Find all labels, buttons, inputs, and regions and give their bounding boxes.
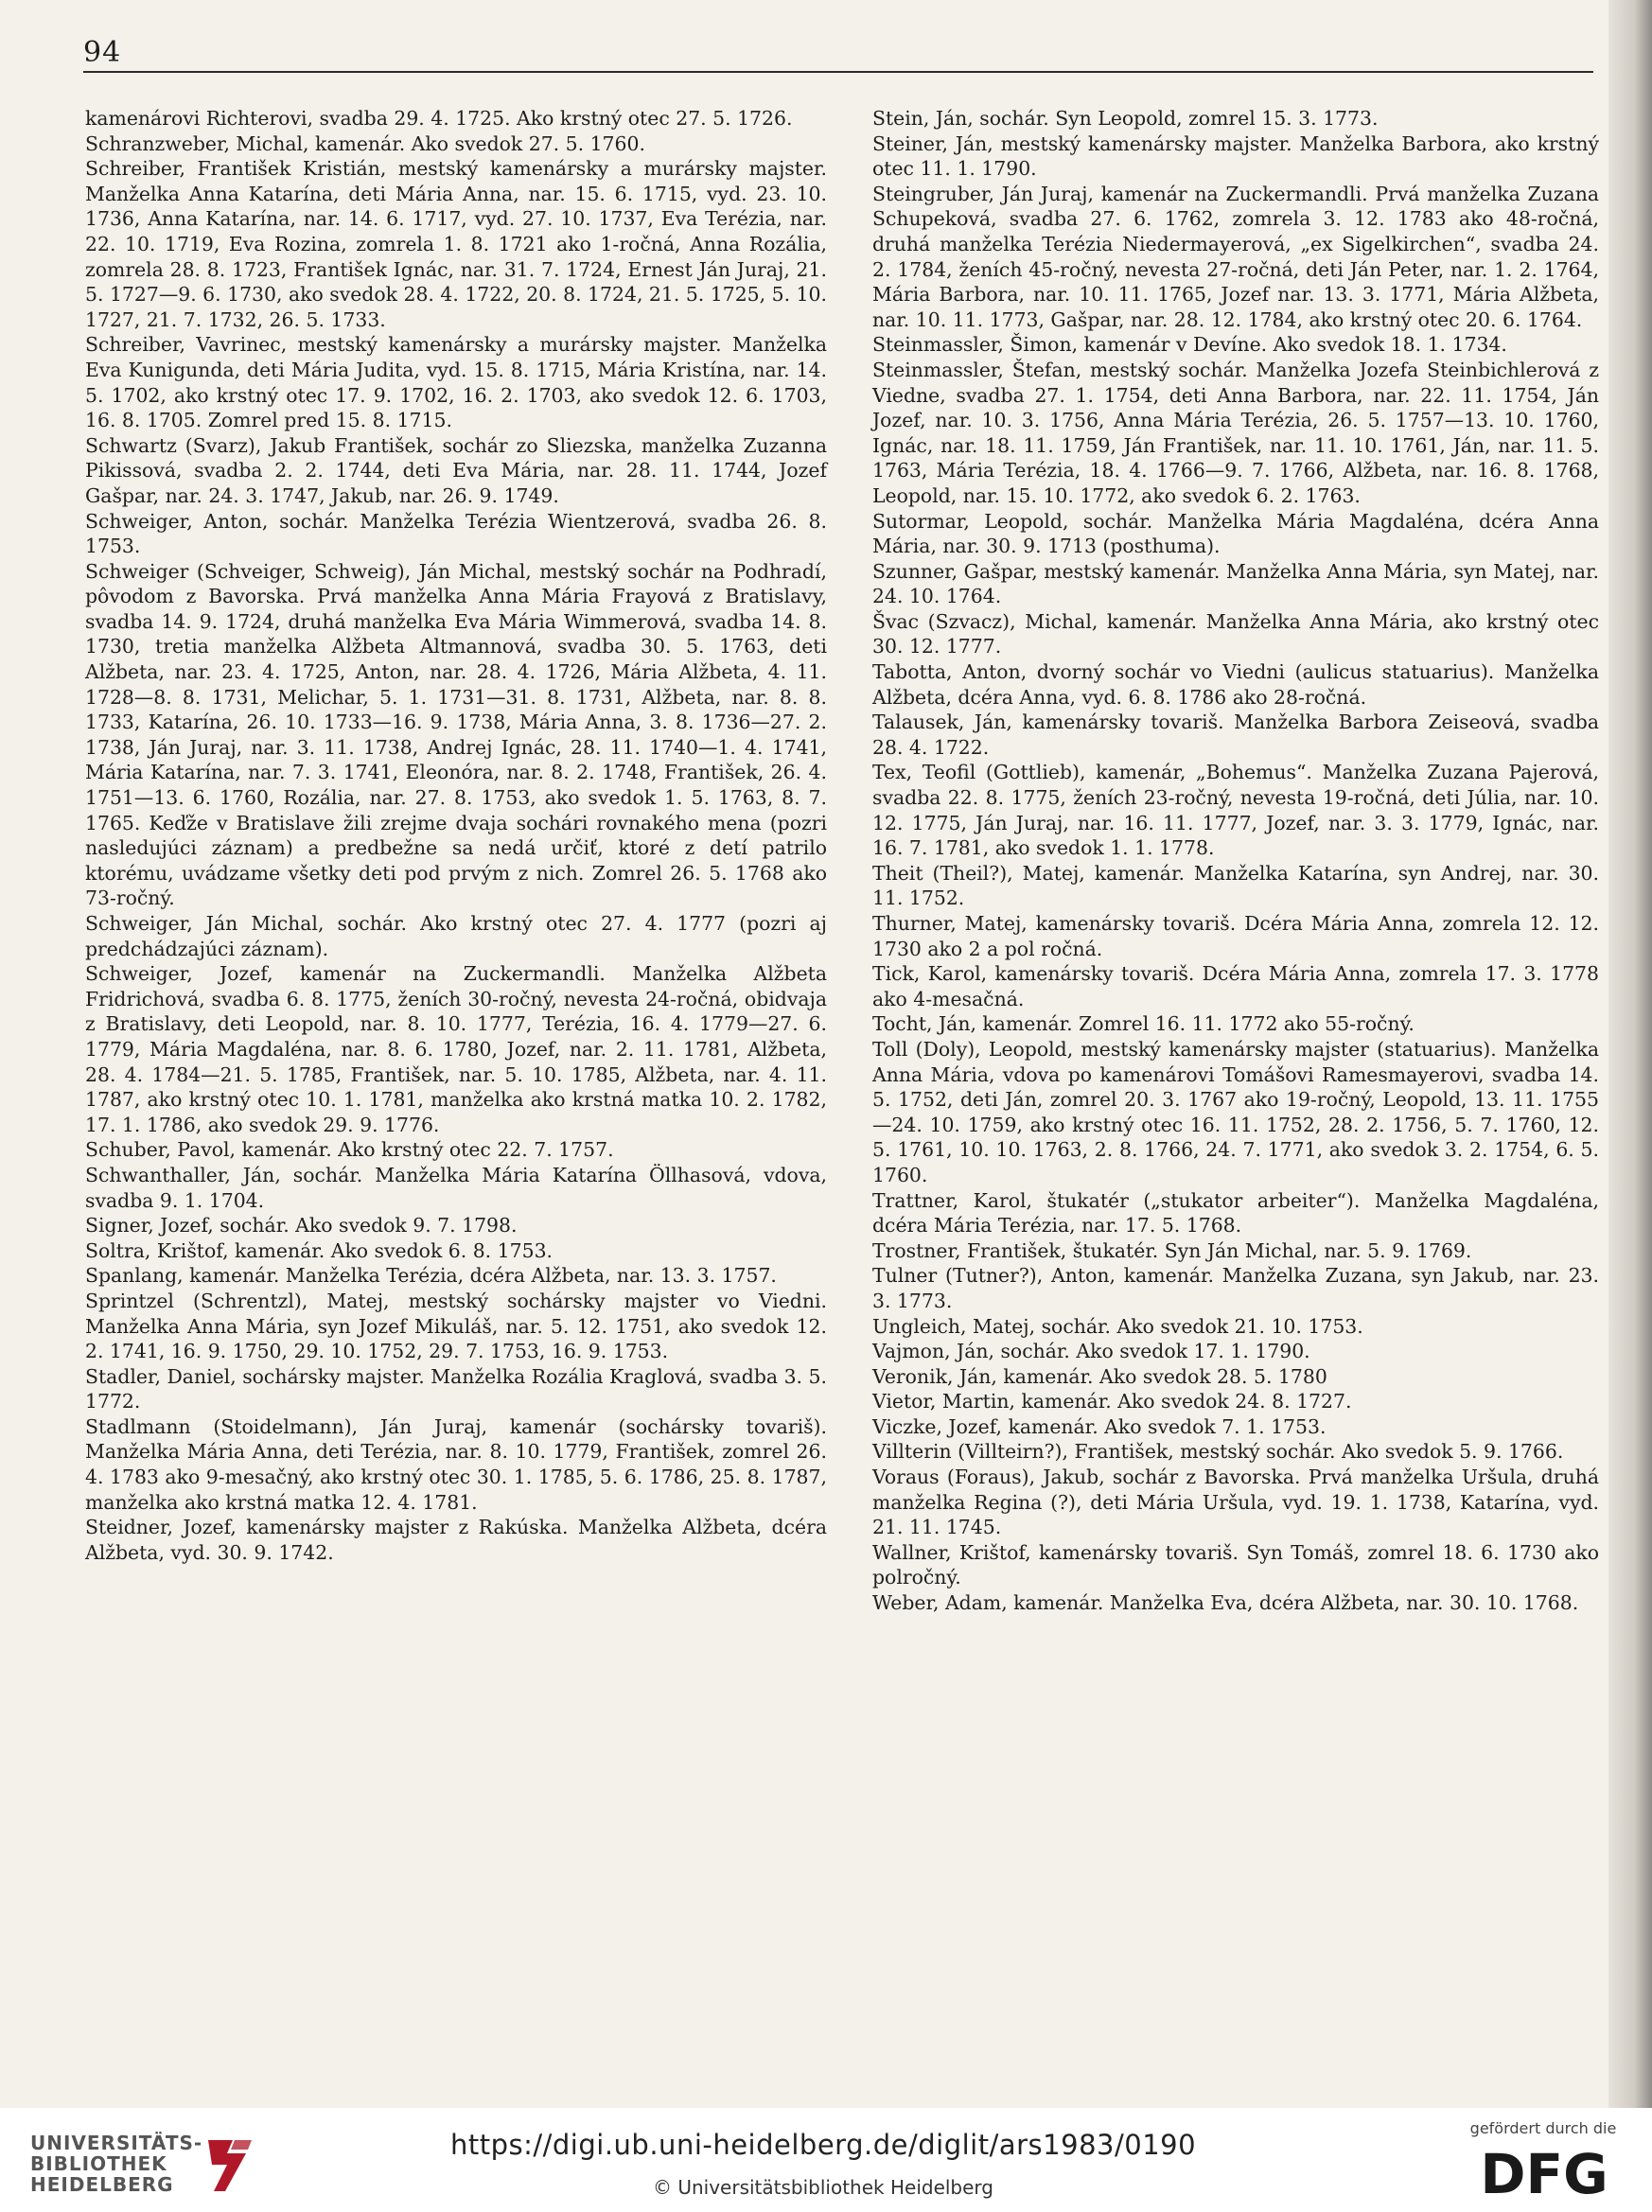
index-entry: Tabotta, Anton, dvorný sochár vo Viedni (aulicus statuarius). Manželka Alžbeta, dcéra Anna, vyd. 6. 8. 1786 ako 28-ročná. [872,660,1599,709]
index-entry: Trostner, František, štukatér. Syn Ján Michal, nar. 5. 9. 1769. [872,1238,1472,1262]
page-number: 94 [83,36,122,69]
right-column [872,106,1599,1616]
library-logo-line: HEIDELBERG [30,2173,174,2196]
library-logo-text [30,2133,202,2195]
index-entry: Sutormar, Leopold, sochár. Manželka Mária Magdaléna, dcéra Anna Mária, nar. 30. 9. 1713 (posthuma). [872,509,1599,558]
library-logo-line: BIBLIOTHEK [30,2152,167,2175]
page-edge-shadow [1608,0,1652,2108]
index-entry: Trattner, Karol, štukatér („stukator arbeiter“). Manželka Magdaléna, dcéra Mária Terézia, nar. 17. 5. 1768. [872,1188,1599,1238]
index-entry: Schwartz (Svarz), Jakub František, sochár zo Sliezska, manželka Zuzanna Pikissová, svadba 2. 2. 1744, deti Eva Mária, nar. 28. 11. 1744, Jozef Gašpar, nar. 24. 3. 1747, Jakub, nar. 26. 9. 1749. [85,433,827,507]
index-entry: Vietor, Martin, kamenár. Ako svedok 24. 8. 1727. [872,1390,1352,1413]
footer [0,2108,1652,2212]
funded-by-label: gefördert durch die [1469,2119,1617,2137]
index-entry: Stadler, Daniel, sochársky majster. Manželka Rozália Kraglová, svadba 3. 5. 1772. [85,1364,827,1413]
source-url-link[interactable]: https://digi.ub.uni-heidelberg.de/diglit/ars1983/0190 [449,2129,1197,2161]
index-entry: Toll (Doly), Leopold, mestský kamenársky majster (statuarius). Manželka Anna Mária, vdova po kamenárovi Tomášovi Ramesmayerovi, svadba 14. 5. 1752, deti Ján, zomrel 20. 3. 1767 ako 19-ročný, Leopold, 13. 11. 1755—24. 10. 1759, ako krstný otec 16. 11. 1752, 28. 2. 1756, 5. 7. 1760, 12. 5. 1761, 10. 10. 1763, 2. 8. 1766, 24. 7. 1771, ako svedok 3. 2. 1754, 6. 5. 1760. [872,1037,1599,1186]
library-logo[interactable] [30,2133,314,2201]
index-entry: Tex, Teofil (Gottlieb), kamenár, „Bohemus“. Manželka Zuzana Pajerová, svadba 22. 8. 1775, ženích 23-ročný, nevesta 19-ročná, deti Júlia, nar. 10. 12. 1775, Ján Juraj, nar. 16. 11. 1777, Jozef, nar. 3. 3. 1779, Ignác, nar. 16. 7. 1781, ako svedok 1. 1. 1778. [872,761,1599,860]
index-entry: Vajmon, Ján, sochár. Ako svedok 17. 1. 1790. [872,1340,1310,1363]
index-entry: Viczke, Jozef, kamenár. Ako svedok 7. 1. 1753. [872,1414,1327,1438]
header-rule [83,71,1593,73]
dfg-logo-text: DFG [1480,2142,1608,2201]
index-entry: Veronik, Ján, kamenár. Ako svedok 28. 5. 1780 [872,1364,1327,1388]
index-entry: Stadlmann (Stoidelmann), Ján Juraj, kamenár (sochársky tovariš). Manželka Mária Anna, deti Terézia, nar. 8. 10. 1779, František, zomrel 26. 4. 1783 ako 9-mesačný, ako krstný otec 30. 1. 1785, 5. 6. 1786, 25. 8. 1787, manželka ako krstná matka 12. 4. 1781. [85,1414,827,1514]
index-entry: Sprintzel (Schrentzl), Matej, mestský sochársky majster vo Viedni. Manželka Anna Mária, syn Jozef Mikuláš, nar. 5. 12. 1751, ako svedok 12. 2. 1741, 16. 9. 1750, 29. 10. 1752, 29. 7. 1753, 16. 9. 1753. [85,1289,827,1363]
index-entry: Steinmassler, Štefan, mestský sochár. Manželka Jozefa Steinbichlerová z Viedne, svadba 27. 1. 1754, deti Anna Barbora, nar. 22. 11. 1754, Ján Jozef, nar. 10. 3. 1756, Anna Mária Terézia, 26. 5. 1757—13. 10. 1760, Ignác, nar. 18. 11. 1759, Ján František, nar. 11. 10. 1761, Ján, nar. 11. 5. 1763, Mária Terézia, 18. 4. 1766—9. 7. 1766, Alžbeta, nar. 16. 8. 1768, Leopold, nar. 15. 10. 1772, ako svedok 6. 2. 1763. [872,358,1599,507]
index-entry: Tick, Karol, kamenársky tovariš. Dcéra Mária Anna, zomrela 17. 3. 1778 ako 4-mesačná. [872,962,1599,1010]
index-entry: Signer, Jozef, sochár. Ako svedok 9. 7. 1798. [85,1214,518,1238]
index-entry: Steingruber, Ján Juraj, kamenár na Zuckermandli. Prvá manželka Zuzana Schupeková, svadba 27. 6. 1762, zomrela 3. 12. 1783 ako 48-ročná, druhá manželka Terézia Niedermayerová, „ex Sigelkirchen“, svadba 24. 2. 1784, ženích 45-ročný, nevesta 27-ročná, deti Ján Peter, nar. 1. 2. 1764, Mária Barbora, nar. 10. 11. 1765, Jozef nar. 13. 3. 1771, Mária Alžbeta, nar. 10. 11. 1773, Gašpar, nar. 28. 12. 1784, ako krstný otec 20. 6. 1764. [872,182,1599,331]
index-entry: Tulner (Tutner?), Anton, kamenár. Manželka Zuzana, syn Jakub, nar. 23. 3. 1773. [872,1264,1599,1312]
index-entry: Wallner, Krištof, kamenársky tovariš. Syn Tomáš, zomrel 18. 6. 1730 ako polročný. [872,1540,1599,1589]
index-entry: Schreiber, Vavrinec, mestský kamenársky a murársky majster. Manželka Eva Kunigunda, deti Mária Judita, vyd. 15. 8. 1715, Mária Kristína, nar. 14. 5. 1702, ako krstný otec 17. 9. 1702, 16. 2. 1703, ako svedok 12. 6. 1703, 16. 8. 1705. Zomrel pred 15. 8. 1715. [85,333,827,432]
copyright-notice: © Universitätsbibliothek Heidelberg [652,2176,993,2199]
library-logo-line: UNIVERSITÄTS- [30,2132,203,2154]
index-entry: kamenárovi Richterovi, svadba 29. 4. 1725. Ako krstný otec 27. 5. 1726. [85,107,793,130]
index-entry: Talausek, Ján, kamenársky tovariš. Manželka Barbora Zeiseová, svadba 28. 4. 1722. [872,711,1599,759]
left-column [85,106,827,1565]
index-entry: Schuber, Pavol, kamenár. Ako krstný otec 22. 7. 1757. [85,1138,614,1162]
index-entry: Schweiger (Schveiger, Schweig), Ján Michal, mestský sochár na Podhradí, pôvodom z Bavorska. Prvá manželka Anna Mária Frayová z Bratislavy, svadba 14. 9. 1724, druhá manželka Eva Mária Wimmerová, svadba 14. 8. 1730, tretia manželka Alžbeta Altmannová, svadba 30. 5. 1763, deti Alžbeta, nar. 23. 4. 1725, Anton, nar. 28. 4. 1726, Mária Alžbeta, 4. 11. 1728—8. 8. 1731, Melichar, 5. 1. 1731—31. 8. 1731, Alžbeta, nar. 8. 8. 1733, Katarína, 26. 10. 1733—16. 9. 1738, Mária Anna, 3. 8. 1736—27. 2. 1738, Ján Juraj, nar. 3. 11. 1738, Andrej Ignác, 28. 11. 1740—1. 4. 1741, Mária Katarína, nar. 7. 3. 1741, Eleonóra, nar. 8. 2. 1748, František, 26. 4. 1751—13. 6. 1760, Rozália, nar. 27. 8. 1753, ako svedok 1. 5. 1763, 8. 7. 1765. Keďže v Bratislave žili zrejme dvaja sochári rovnakého mena (pozri nasledujúci záznam) a predbežne sa nedá určiť, ktoré z detí patrilo ktorému, uvádzame všetky deti pod prvým z nich. Zomrel 26. 5. 1768 ako 73-ročný. [85,559,827,910]
index-entry: Stein, Ján, sochár. Syn Leopold, zomrel 15. 3. 1773. [872,107,1379,130]
index-entry: Steiner, Ján, mestský kamenársky majster. Manželka Barbora, ako krstný otec 11. 1. 1790. [872,132,1599,181]
index-entry: Villterin (Villteirn?), František, mestský sochár. Ako svedok 5. 9. 1766. [872,1440,1564,1464]
dfg-logo-icon[interactable] [1468,2142,1620,2201]
index-entry: Spanlang, kamenár. Manželka Terézia, dcéra Alžbeta, nar. 13. 3. 1757. [85,1264,777,1288]
index-entry: Schwanthaller, Ján, sochár. Manželka Mária Katarína Öllhasová, vdova, svadba 9. 1. 1704. [85,1163,827,1212]
index-entry: Ungleich, Matej, sochár. Ako svedok 21. 10. 1753. [872,1314,1363,1338]
index-entry: Schweiger, Anton, sochár. Manželka Terézia Wientzerová, svadba 26. 8. 1753. [85,509,827,558]
index-entry: Weber, Adam, kamenár. Manželka Eva, dcéra Alžbeta, nar. 30. 10. 1768. [872,1591,1579,1615]
index-entry: Schweiger, Ján Michal, sochár. Ako krstný otec 27. 4. 1777 (pozri aj predchádzajúci záznam). [85,912,827,960]
library-logo-mark-icon [199,2133,257,2195]
index-entry: Thurner, Matej, kamenársky tovariš. Dcéra Mária Anna, zomrela 12. 12. 1730 ako 2 a pol ročná. [872,912,1599,960]
index-entry: Švac (Szvacz), Michal, kamenár. Manželka Anna Mária, ako krstný otec 30. 12. 1777. [872,609,1599,658]
index-entry: Schreiber, František Kristián, mestský kamenársky a murársky majster. Manželka Anna Katarína, deti Mária Anna, nar. 15. 6. 1715, vyd. 23. 10. 1736, Anna Katarína, nar. 14. 6. 1717, vyd. 27. 10. 1737, Eva Terézia, nar. 22. 10. 1719, Eva Rozina, zomrela 1. 8. 1721 ako 1-ročná, Anna Rozália, zomrela 28. 8. 1723, František Ignác, nar. 31. 7. 1724, Ernest Ján Juraj, 21. 5. 1727—9. 6. 1730, ako svedok 28. 4. 1722, 20. 8. 1724, 21. 5. 1725, 5. 10. 1727, 21. 7. 1732, 26. 5. 1733. [85,157,827,331]
index-entry: Tocht, Ján, kamenár. Zomrel 16. 11. 1772 ako 55-ročný. [872,1012,1415,1036]
index-entry: Steidner, Jozef, kamenársky majster z Rakúska. Manželka Alžbeta, dcéra Alžbeta, vyd. 30. 9. 1742. [85,1516,827,1564]
index-entry: Soltra, Krištof, kamenár. Ako svedok 6. 8. 1753. [85,1238,554,1262]
index-entry: Szunner, Gašpar, mestský kamenár. Manželka Anna Mária, syn Matej, nar. 24. 10. 1764. [872,559,1599,608]
index-entry: Steinmassler, Šimon, kamenár v Devíne. Ako svedok 18. 1. 1734. [872,333,1507,357]
index-entry: Schranzweber, Michal, kamenár. Ako svedok 27. 5. 1760. [85,132,645,155]
index-entry: Theit (Theil?), Matej, kamenár. Manželka Katarína, syn Andrej, nar. 30. 11. 1752. [872,861,1599,910]
index-entry: Voraus (Foraus), Jakub, sochár z Bavorska. Prvá manželka Uršula, druhá manželka Regina (?), deti Mária Uršula, vyd. 19. 1. 1738, Katarína, vyd. 21. 11. 1745. [872,1466,1599,1539]
index-entry: Schweiger, Jozef, kamenár na Zuckermandli. Manželka Alžbeta Fridrichová, svadba 6. 8. 1775, ženích 30-ročný, nevesta 24-ročná, obidvaja z Bratislavy, deti Leopold, nar. 8. 10. 1777, Terézia, 16. 4. 1779—27. 6. 1779, Mária Magdaléna, nar. 8. 6. 1780, Jozef, nar. 2. 11. 1781, Alžbeta, 28. 4. 1784—21. 5. 1785, František, nar. 5. 10. 1785, Alžbeta, nar. 4. 11. 1787, ako krstný otec 10. 1. 1781, manželka ako krstná matka 10. 2. 1782, 17. 1. 1786, ako svedok 29. 9. 1776. [85,962,827,1136]
